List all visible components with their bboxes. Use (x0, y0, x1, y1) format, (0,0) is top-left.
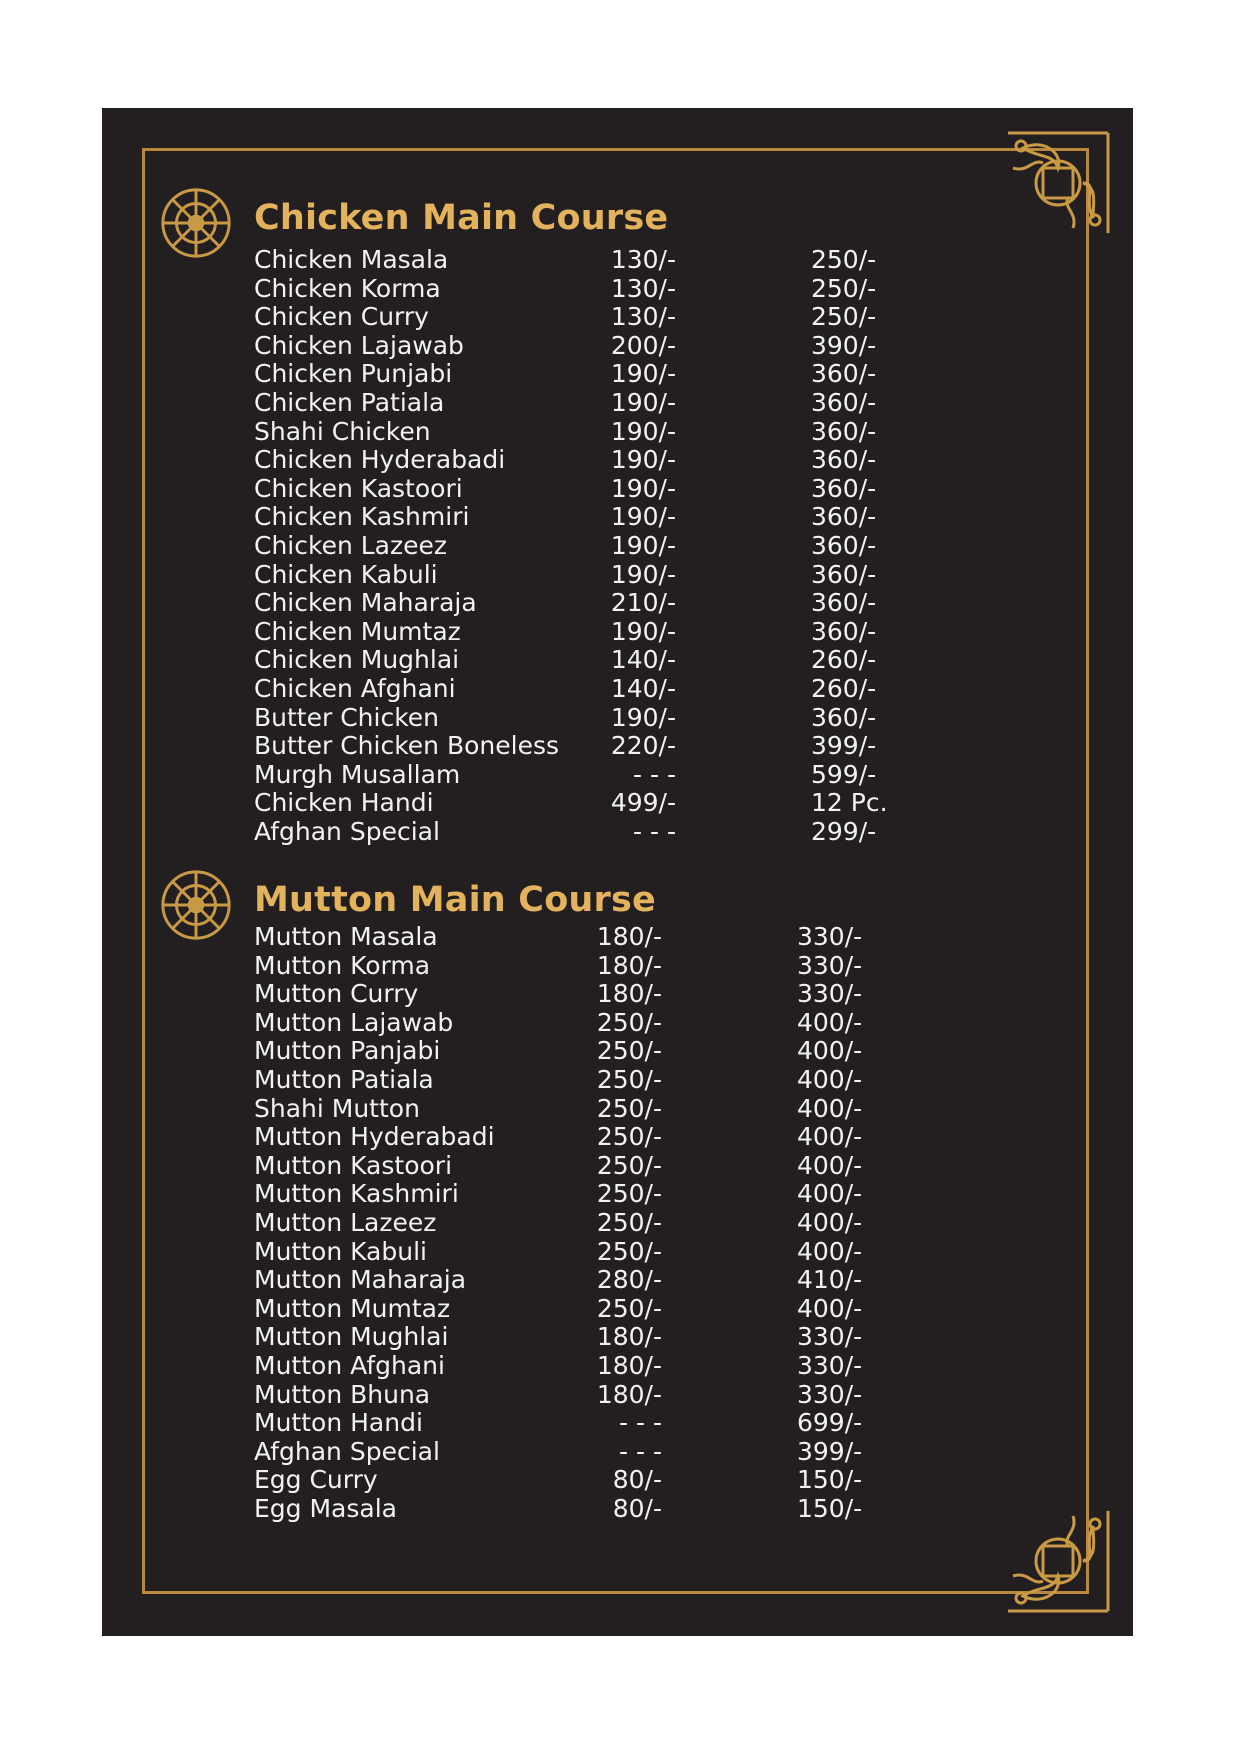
item-price-full: 400/- (797, 1065, 863, 1094)
item-name: Mutton Kabuli (254, 1236, 427, 1266)
item-price-half: - - - (619, 1436, 662, 1466)
menu-item-row (254, 246, 984, 275)
item-name: Egg Masala (254, 1494, 397, 1523)
item-name: Mutton Panjabi (254, 1036, 441, 1066)
menu-item-row (254, 1381, 984, 1410)
menu-item-row (254, 589, 984, 618)
item-price-full: 399/- (797, 1436, 863, 1466)
item-name: Mutton Curry (254, 979, 419, 1009)
item-price-full: 400/- (797, 1093, 863, 1123)
menu-item-row (254, 1123, 984, 1152)
item-price-half: 190/- (610, 531, 676, 560)
item-price-half: 250/- (596, 1179, 662, 1209)
item-name: Chicken Kashmiri (254, 502, 470, 532)
item-price-full: 699/- (797, 1408, 863, 1438)
item-name: Shahi Chicken (254, 416, 431, 446)
item-name: Chicken Maharaja (254, 588, 477, 618)
item-name: Chicken Korma (254, 273, 441, 303)
item-price-half: 80/- (612, 1465, 662, 1495)
section-title: Chicken Main Course (254, 198, 669, 238)
item-price-half: 220/- (610, 731, 676, 761)
item-price-full: 150/- (797, 1465, 863, 1495)
section-title: Mutton Main Course (254, 880, 656, 920)
item-name: Mutton Maharaja (254, 1265, 467, 1295)
item-price-half: 190/- (610, 473, 676, 503)
item-name: Chicken Lajawab (254, 330, 464, 360)
item-price-full: 150/- (797, 1494, 863, 1523)
item-price-half: 140/- (610, 674, 676, 703)
menu-item-row (254, 503, 984, 532)
menu-item-row (254, 1295, 984, 1324)
item-price-full: 330/- (797, 1351, 863, 1380)
item-price-full: 330/- (797, 979, 863, 1009)
item-name: Afghan Special (254, 817, 440, 846)
ornamental-medallion-icon (157, 184, 235, 262)
item-price-full: 360/- (811, 588, 877, 618)
item-price-half: 190/- (610, 559, 676, 589)
menu-item-row (254, 704, 984, 733)
item-price-full: 12 Pc. (811, 788, 888, 818)
item-price-half: 250/- (596, 1122, 662, 1152)
corner-ornament-icon (1003, 128, 1113, 238)
item-name: Mutton Bhuna (254, 1379, 431, 1409)
item-name: Chicken Kastoori (254, 473, 463, 503)
item-price-half: - - - (633, 759, 676, 789)
item-name: Chicken Handi (254, 788, 434, 818)
item-price-full: 400/- (797, 1236, 863, 1266)
menu-item-row (254, 1152, 984, 1181)
item-price-half: 190/- (610, 388, 676, 417)
item-price-half: 190/- (610, 359, 676, 389)
menu-item-row (254, 818, 984, 847)
item-price-half: 250/- (596, 1093, 662, 1123)
item-name: Chicken Lazeez (254, 531, 448, 560)
item-name: Chicken Masala (254, 245, 449, 274)
item-name: Butter Chicken Boneless (254, 731, 560, 761)
item-price-full: 360/- (811, 531, 877, 560)
item-price-full: 260/- (811, 674, 877, 703)
item-price-half: 190/- (610, 616, 676, 646)
item-price-full: 599/- (811, 759, 877, 789)
menu-item-row (254, 1009, 984, 1038)
item-price-full: 250/- (811, 273, 877, 303)
item-name: Mutton Kastoori (254, 1150, 453, 1180)
menu-item-row (254, 446, 984, 475)
item-price-full: 360/- (811, 559, 877, 589)
item-name: Butter Chicken (254, 702, 440, 732)
item-name: Chicken Punjabi (254, 359, 453, 389)
item-price-full: 250/- (811, 302, 877, 332)
item-price-full: 399/- (811, 731, 877, 761)
item-price-half: 180/- (596, 1351, 662, 1380)
item-name: Chicken Patiala (254, 388, 445, 417)
ornamental-medallion-icon (157, 866, 235, 944)
menu-item-row (254, 418, 984, 447)
item-name: Chicken Mughlai (254, 645, 460, 675)
item-price-half: 190/- (610, 445, 676, 475)
item-price-half: 190/- (610, 702, 676, 732)
item-name: Chicken Kabuli (254, 559, 438, 589)
corner-ornament-icon (1003, 1506, 1113, 1616)
item-price-full: 360/- (811, 445, 877, 475)
item-price-full: 400/- (797, 1150, 863, 1180)
menu-item-row (254, 732, 984, 761)
menu-item-row (254, 1266, 984, 1295)
item-name: Mutton Korma (254, 950, 431, 980)
menu-item-row (254, 646, 984, 675)
item-price-half: 140/- (610, 645, 676, 675)
menu-item-row (254, 561, 984, 590)
item-price-full: 330/- (797, 922, 863, 951)
item-name: Mutton Afghani (254, 1351, 445, 1380)
item-name: Egg Curry (254, 1465, 378, 1495)
item-name: Chicken Hyderabadi (254, 445, 506, 475)
item-price-full: 360/- (811, 702, 877, 732)
menu-item-row (254, 389, 984, 418)
item-name: Mutton Patiala (254, 1065, 434, 1094)
item-price-half: 180/- (596, 922, 662, 951)
menu-item-row (254, 275, 984, 304)
item-price-half: 200/- (610, 330, 676, 360)
item-price-half: 250/- (596, 1007, 662, 1037)
item-price-half: 130/- (610, 245, 676, 274)
item-price-full: 330/- (797, 950, 863, 980)
item-price-half: 190/- (610, 502, 676, 532)
item-price-full: 360/- (811, 388, 877, 417)
item-price-half: 80/- (612, 1494, 662, 1523)
item-price-full: 400/- (797, 1122, 863, 1152)
item-price-half: 130/- (610, 302, 676, 332)
item-name: Murgh Musallam (254, 759, 461, 789)
item-price-half: 180/- (596, 950, 662, 980)
item-price-full: 360/- (811, 616, 877, 646)
item-name: Mutton Hyderabadi (254, 1122, 495, 1152)
menu-item-row (254, 761, 984, 790)
item-price-full: 400/- (797, 1036, 863, 1066)
item-price-full: 330/- (797, 1379, 863, 1409)
menu-item-row (254, 1323, 984, 1352)
menu-item-row (254, 1037, 984, 1066)
menu-item-row (254, 1066, 984, 1095)
item-price-full: 400/- (797, 1293, 863, 1323)
item-price-full: 330/- (797, 1322, 863, 1352)
item-price-full: 400/- (797, 1007, 863, 1037)
item-price-half: - - - (633, 817, 676, 846)
item-name: Chicken Curry (254, 302, 429, 332)
menu-item-row (254, 952, 984, 981)
menu-item-row (254, 1095, 984, 1124)
menu-item-row (254, 618, 984, 647)
menu-item-row (254, 923, 984, 952)
menu-item-row (254, 1180, 984, 1209)
item-price-half: 280/- (596, 1265, 662, 1295)
menu-item-row (254, 675, 984, 704)
item-price-half: 210/- (610, 588, 676, 618)
menu-item-row (254, 1466, 984, 1495)
item-price-full: 250/- (811, 245, 877, 274)
item-price-full: 410/- (797, 1265, 863, 1295)
item-name: Chicken Afghani (254, 674, 456, 703)
item-price-half: 250/- (596, 1208, 662, 1237)
item-name: Mutton Masala (254, 922, 438, 951)
menu-item-row (254, 332, 984, 361)
item-price-half: 250/- (596, 1293, 662, 1323)
menu-item-row (254, 475, 984, 504)
item-price-half: 130/- (610, 273, 676, 303)
item-price-full: 360/- (811, 416, 877, 446)
item-name: Mutton Lazeez (254, 1208, 437, 1237)
menu-item-row (254, 360, 984, 389)
item-price-half: 499/- (610, 788, 676, 818)
item-name: Shahi Mutton (254, 1093, 420, 1123)
item-price-half: 250/- (596, 1150, 662, 1180)
item-price-full: 360/- (811, 473, 877, 503)
menu-item-row (254, 789, 984, 818)
item-price-full: 360/- (811, 502, 877, 532)
menu-item-row (254, 1409, 984, 1438)
menu-item-row (254, 1209, 984, 1238)
item-price-full: 299/- (811, 817, 877, 846)
item-name: Mutton Mumtaz (254, 1293, 451, 1323)
item-price-half: 180/- (596, 1379, 662, 1409)
item-price-full: 360/- (811, 359, 877, 389)
item-price-half: 250/- (596, 1036, 662, 1066)
menu-item-row (254, 1495, 984, 1524)
menu-item-row (254, 1238, 984, 1267)
menu-item-row (254, 532, 984, 561)
item-price-half: 190/- (610, 416, 676, 446)
item-name: Mutton Handi (254, 1408, 423, 1438)
item-price-half: - - - (619, 1408, 662, 1438)
item-name: Chicken Mumtaz (254, 616, 461, 646)
item-name: Mutton Lajawab (254, 1007, 454, 1037)
item-price-half: 250/- (596, 1065, 662, 1094)
menu-item-row (254, 980, 984, 1009)
item-price-half: 180/- (596, 1322, 662, 1352)
item-price-half: 250/- (596, 1236, 662, 1266)
item-price-full: 260/- (811, 645, 877, 675)
item-price-half: 180/- (596, 979, 662, 1009)
item-name: Mutton Mughlai (254, 1322, 449, 1352)
menu-card (102, 108, 1133, 1636)
menu-item-row (254, 1352, 984, 1381)
item-price-full: 400/- (797, 1208, 863, 1237)
item-name: Mutton Kashmiri (254, 1179, 459, 1209)
item-name: Afghan Special (254, 1436, 440, 1466)
item-price-full: 400/- (797, 1179, 863, 1209)
item-price-full: 390/- (811, 330, 877, 360)
menu-item-row (254, 303, 984, 332)
menu-item-row (254, 1438, 984, 1467)
